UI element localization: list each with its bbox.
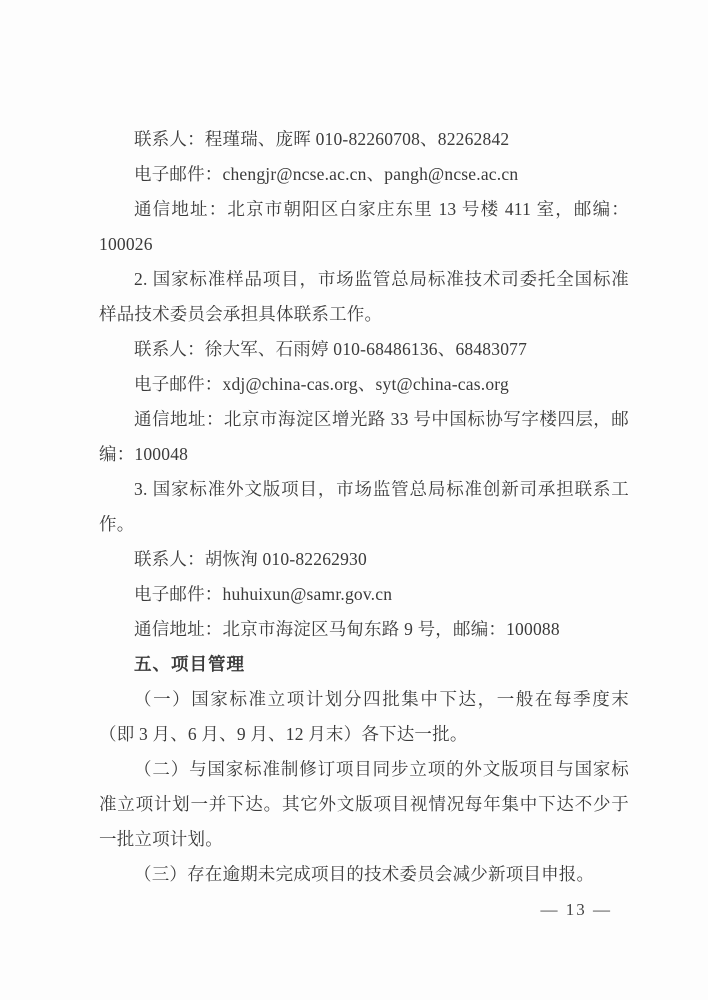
contact-person-line-3: 联系人：胡恢洵 010-82262930 bbox=[134, 549, 367, 569]
clause-3-overdue-projects: （三）存在逾期未完成项目的技术委员会减少新项目申报。 bbox=[134, 864, 595, 884]
document-body bbox=[99, 122, 629, 892]
section-heading-project-management: 五、项目管理 bbox=[134, 654, 245, 674]
email-line-3: 电子邮件：huhuixun@samr.gov.cn bbox=[134, 584, 393, 604]
contact-person-line-1: 联系人：程瑾瑞、庞晖 010-82260708、82262842 bbox=[134, 129, 510, 149]
contact-person-line-2: 联系人：徐大军、石雨婷 010-68486136、68483077 bbox=[134, 339, 528, 359]
page-number: — 13 — bbox=[540, 900, 612, 919]
mailing-address-line-2: 通信地址：北京市海淀区增光路 33 号中国标协写字楼四层，邮编：100048 bbox=[99, 409, 629, 464]
mailing-address-line-3: 通信地址：北京市海淀区马甸东路 9 号，邮编：100088 bbox=[134, 619, 560, 639]
clause-2-foreign-version-plans: （二）与国家标准制修订项目同步立项的外文版项目与国家标准立项计划一并下达。其它外文版项目视情况每年集中下达不少于一批立项计划。 bbox=[99, 759, 629, 849]
item-3-foreign-language-versions: 3. 国家标准外文版项目，市场监管总局标准创新司承担联系工作。 bbox=[99, 479, 629, 534]
mailing-address-line-1: 通信地址：北京市朝阳区白家庄东里 13 号楼 411 室，邮编：100026 bbox=[99, 199, 629, 254]
email-line-1: 电子邮件：chengjr@ncse.ac.cn、pangh@ncse.ac.cn bbox=[134, 164, 519, 184]
email-line-2: 电子邮件：xdj@china-cas.org、syt@china-cas.org bbox=[134, 374, 509, 394]
clause-1-quarterly-batches: （一）国家标准立项计划分四批集中下达，一般在每季度末（即 3 月、6 月、9 月、12 月末）各下达一批。 bbox=[99, 689, 629, 744]
item-2-national-standard-samples: 2. 国家标准样品项目，市场监管总局标准技术司委托全国标准样品技术委员会承担具体联系工作。 bbox=[99, 269, 629, 324]
